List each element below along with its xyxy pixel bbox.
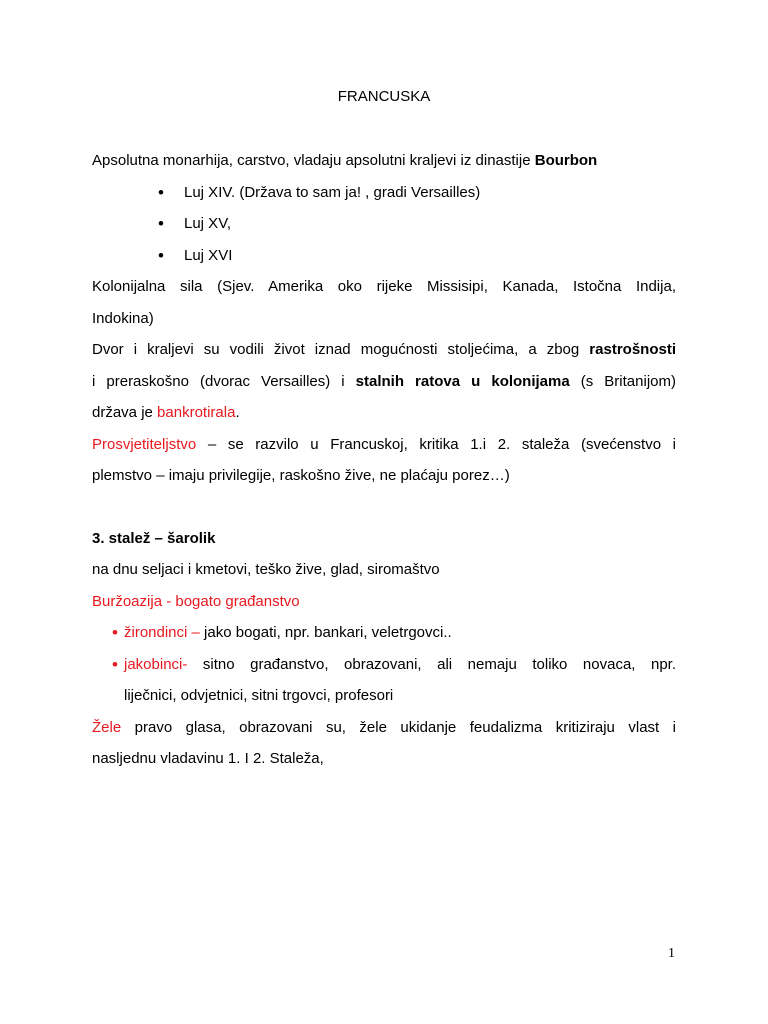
paragraph-court-line2 bbox=[92, 366, 676, 398]
list-item bbox=[92, 617, 676, 649]
dynasty-name: Bourbon bbox=[534, 152, 598, 169]
court-bold-wars: stalnih ratova u kolonijama bbox=[355, 372, 570, 390]
paragraph-court-line3 bbox=[92, 397, 676, 429]
group-line1 bbox=[124, 649, 676, 681]
court-bold-extravagance: rastrošnosti bbox=[589, 341, 676, 358]
paragraph-enlightenment-line2: plemstvo – imaju privilegije, raskošno žive, ne plaćaju porez…) bbox=[92, 467, 510, 484]
intro-text: Apsolutna monarhija, carstvo, vladaju apsolutni kraljevi iz dinastije bbox=[92, 152, 535, 169]
court-text: država je bbox=[92, 404, 158, 421]
demands-highlight: Žele bbox=[92, 718, 122, 736]
group-line2: liječnici, odvjetnici, sitni trgovci, profesori bbox=[124, 687, 394, 704]
section-heading bbox=[92, 523, 676, 555]
page-title: FRANCUSKA bbox=[337, 88, 431, 105]
paragraph-colonial-line1: Kolonijalna sila (Sjev. Amerika oko rijeke Missisipi, Kanada, Istočna Indija, bbox=[92, 278, 676, 295]
group-text: sitno građanstvo, obrazovani, ali nemaju toliko novaca, npr. bbox=[187, 655, 676, 673]
court-text: . bbox=[235, 404, 240, 421]
group-name: žirondinci – bbox=[124, 624, 200, 641]
list-item bbox=[92, 649, 676, 712]
enlightenment-text: – se razvilo u Francuskoj, kritika 1.i 2. staleža (svećenstvo i bbox=[196, 435, 676, 453]
paragraph-demands-line2: nasljednu vladavinu 1. I 2. Staleža, bbox=[92, 750, 324, 767]
group-text: jako bogati, npr. bankari, veletrgovci.. bbox=[199, 624, 452, 641]
document-body bbox=[92, 145, 676, 775]
court-text: Dvor i kraljevi su vodili život iznad mogućnosti stoljećima, a zbog bbox=[92, 341, 590, 358]
paragraph-intro bbox=[92, 145, 676, 177]
bourgeoisie-heading: Buržoazija - bogato građanstvo bbox=[92, 592, 300, 610]
page-number: 1 bbox=[668, 946, 675, 961]
enlightenment-highlight: Prosvjetiteljstvo bbox=[92, 435, 197, 453]
group-name: jakobinci- bbox=[124, 655, 188, 673]
paragraph-colonial-line2: Indokina) bbox=[92, 309, 154, 327]
paragraph-enlightenment-line1 bbox=[92, 429, 676, 461]
paragraph-peasants: na dnu seljaci i kmetovi, teško žive, glad, siromaštvo bbox=[92, 561, 440, 578]
spacer bbox=[92, 492, 676, 523]
paragraph-court-line1 bbox=[92, 334, 676, 366]
list-item: • Luj XVI bbox=[92, 240, 676, 272]
list-item: • Luj XV, bbox=[92, 208, 676, 240]
bankrupt-highlight: bankrotirala bbox=[157, 404, 236, 421]
court-text: (s Britanijom) bbox=[569, 372, 676, 390]
paragraph-demands-line1 bbox=[92, 712, 676, 744]
list-item: • Luj XIV. (Država to sam ja! , gradi Versailles) bbox=[92, 177, 676, 209]
third-estate-heading: 3. stalež – šarolik bbox=[92, 529, 216, 547]
kings-list bbox=[92, 177, 676, 272]
groups-list bbox=[92, 617, 676, 712]
court-text: i preraskošno (dvorac Versailles) i bbox=[92, 372, 356, 390]
demands-text: pravo glasa, obrazovani su, žele ukidanje feudalizma kritiziraju vlast i bbox=[121, 718, 676, 736]
